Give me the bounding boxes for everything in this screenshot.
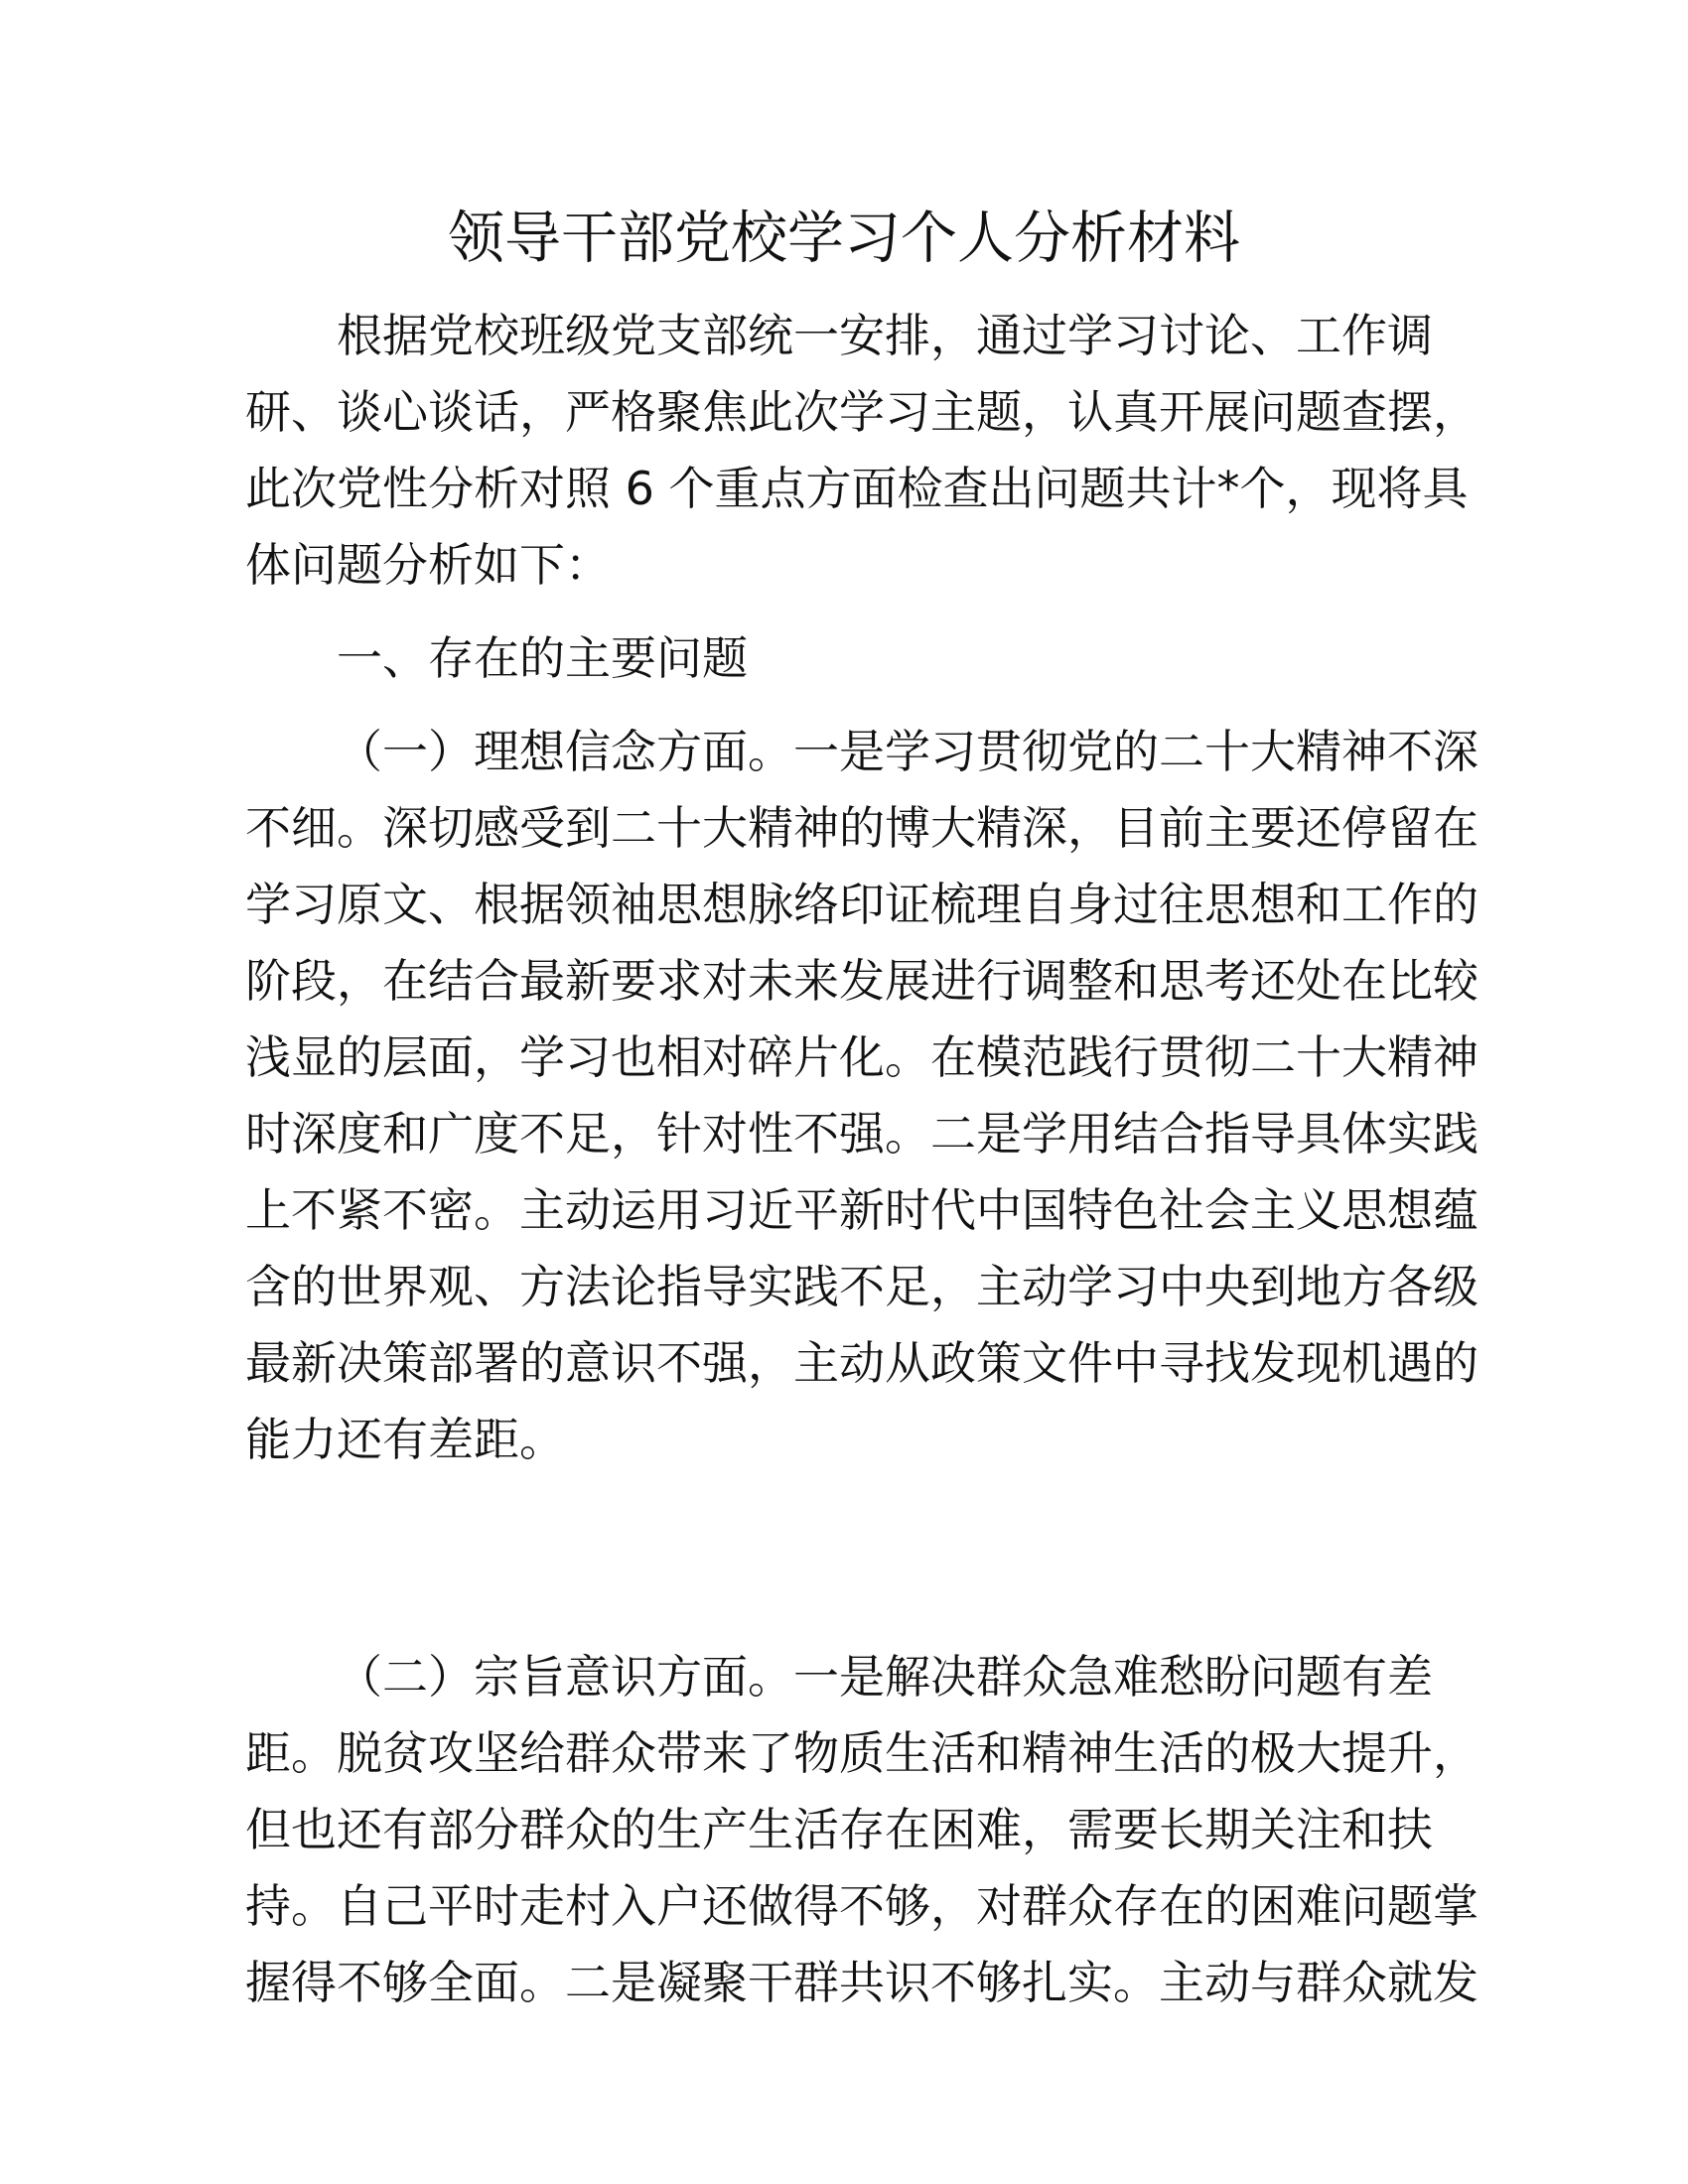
text-line: 但也还有部分群众的生产生活存在困难，需要长期关注和扶 xyxy=(245,1803,1433,1856)
heading-text: 一、存在的主要问题 xyxy=(337,631,748,685)
document-title: 领导干部党校学习个人分析材料 xyxy=(448,205,1240,271)
text-line: 上不紧不密。主动运用习近平新时代中国特色社会主义思想蕴 xyxy=(245,1183,1478,1237)
text-line: 根据党校班级党支部统一安排，通过学习讨论、工作调 xyxy=(337,309,1433,362)
text-line: 阶段，在结合最新要求对未来发展进行调整和思考还处在比较 xyxy=(245,954,1478,1008)
text-line: 含的世界观、方法论指导实践不足，主动学习中央到地方各级 xyxy=(245,1260,1478,1313)
text-line: 此次党性分析对照 6 个重点方面检查出问题共计*个，现将具 xyxy=(245,462,1469,515)
section1-paragraph xyxy=(245,714,1478,1478)
text-line: 能力还有差距。 xyxy=(245,1413,565,1466)
text-line: 握得不够全面。二是凝聚干群共识不够扎实。主动与群众就发 xyxy=(245,1956,1478,2009)
text-line: 体问题分析如下： xyxy=(245,538,611,592)
intro-paragraph xyxy=(245,298,1478,604)
text-line: （一）理想信念方面。一是学习贯彻党的二十大精神不深 xyxy=(337,725,1478,778)
text-line: 距。脱贫攻坚给群众带来了物质生活和精神生活的极大提升， xyxy=(245,1726,1478,1780)
text-line: 研、谈心谈话，严格聚焦此次学习主题，认真开展问题查摆， xyxy=(245,385,1478,439)
section-heading xyxy=(245,620,1427,697)
text-line: （二）宗旨意识方面。一是解决群众急难愁盼问题有差 xyxy=(337,1650,1433,1704)
text-line: 最新决策部署的意识不强，主动从政策文件中寻找发现机遇的 xyxy=(245,1336,1478,1390)
text-line: 学习原文、根据领袖思想脉络印证梳理自身过往思想和工作的 xyxy=(245,878,1478,931)
section2-paragraph xyxy=(245,1639,1478,2021)
text-line: 时深度和广度不足，针对性不强。二是学用结合指导具体实践 xyxy=(245,1107,1478,1160)
text-line: 浅显的层面，学习也相对碎片化。在模范践行贯彻二十大精神 xyxy=(245,1030,1478,1084)
text-line: 持。自己平时走村入户还做得不够，对群众存在的困难问题掌 xyxy=(245,1879,1478,1933)
text-line: 不细。深切感受到二十大精神的博大精深，目前主要还停留在 xyxy=(245,801,1478,855)
